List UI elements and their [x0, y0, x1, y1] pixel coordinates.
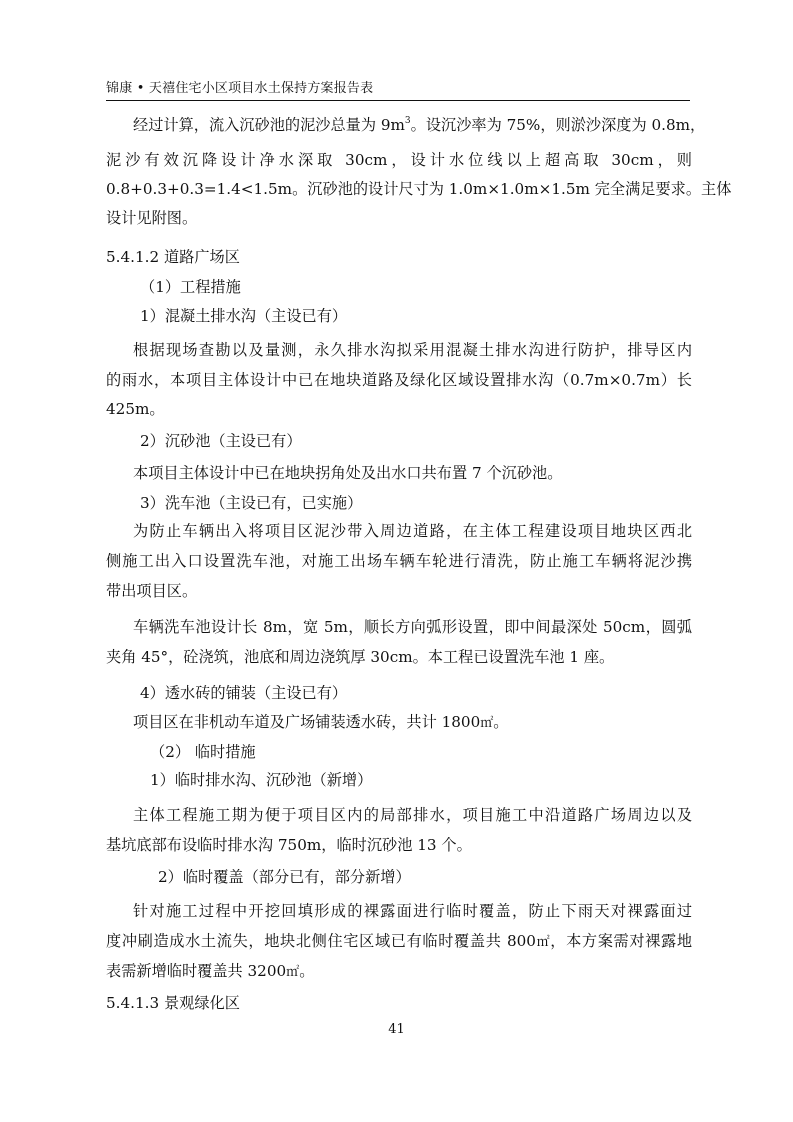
item-heading: 1）临时排水沟、沉砂池（新增） [150, 771, 373, 789]
paragraph-line: 侧施工出入口设置洗车池，对施工出场车辆车轮进行清洗，防止施工车辆将泥沙携 [106, 552, 692, 570]
page-number: 41 [388, 1022, 405, 1037]
paragraph-line: 夹角 45°，砼浇筑，池底和周边浇筑厚 30cm。本工程已设置洗车池 1 座。 [106, 648, 615, 666]
paragraph-line: 项目区在非机动车道及广场铺装透水砖，共计 1800㎡。 [133, 713, 509, 731]
paragraph-line: 为防止车辆出入将项目区泥沙带入周边道路，在主体工程建设项目地块区西北 [133, 522, 692, 540]
paragraph-line: 泥沙有效沉降设计净水深取 30cm，设计水位线以上超高取 30cm，则 [106, 151, 692, 169]
paragraph-line: 425m。 [106, 400, 165, 418]
paragraph-line: 基坑底部布设临时排水沟 750m，临时沉砂池 13 个。 [106, 836, 472, 854]
paragraph-line: 针对施工过程中开挖回填形成的裸露面进行临时覆盖，防止下雨天对裸露面过 [133, 902, 692, 920]
paragraph-line: 车辆洗车池设计长 8m，宽 5m，顺长方向弧形设置，即中间最深处 50cm，圆弧 [133, 618, 692, 636]
paragraph-line: 0.8+0.3+0.3=1.4<1.5m。沉砂池的设计尺寸为 1.0m×1.0m×1.5m 完全满足要求。主体 [106, 180, 732, 198]
section-heading: 5.4.1.2 道路广场区 [106, 248, 240, 266]
paragraph-line: 度冲刷造成水土流失，地块北侧住宅区域已有临时覆盖共 800㎡，本方案需对裸露地 [106, 932, 692, 950]
item-heading: 4）透水砖的铺装（主设已有） [140, 684, 348, 702]
paragraph-line: 带出项目区。 [106, 582, 198, 600]
item-heading: 3）洗车池（主设已有，已实施） [140, 494, 363, 512]
running-header: 锦康 • 天禧住宅小区项目水土保持方案报告表 [106, 81, 374, 96]
paragraph-line: 表需新增临时覆盖共 3200㎡。 [106, 962, 315, 980]
paragraph-line: 的雨水，本项目主体设计中已在地块道路及绿化区域设置排水沟（0.7m×0.7m）长 [106, 371, 692, 389]
item-heading: 2）沉砂池（主设已有） [140, 432, 302, 450]
paragraph-line: 根据现场查勘以及量测，永久排水沟拟采用混凝土排水沟进行防护，排导区内 [133, 341, 692, 359]
paragraph-line: 经过计算，流入沉砂池的泥沙总量为 $9m^3$。设沉沙率为 75%，则淤沙深度为 0.8m， [133, 115, 706, 134]
subsection-heading: （1）工程措施 [140, 278, 241, 296]
subsection-heading: （2） 临时措施 [150, 743, 256, 761]
paragraph-line: 本项目主体设计中已在地块拐角处及出水口共布置 7 个沉砂池。 [133, 464, 563, 482]
item-heading: 1）混凝土排水沟（主设已有） [140, 307, 348, 325]
paragraph-line: 设计见附图。 [106, 209, 198, 227]
paragraph-line: 主体工程施工期为便于项目区内的局部排水，项目施工中沿道路广场周边以及 [133, 806, 692, 824]
item-heading: 2）临时覆盖（部分已有，部分新增） [158, 868, 411, 886]
header-rule [106, 100, 690, 101]
section-heading: 5.4.1.3 景观绿化区 [106, 994, 240, 1012]
